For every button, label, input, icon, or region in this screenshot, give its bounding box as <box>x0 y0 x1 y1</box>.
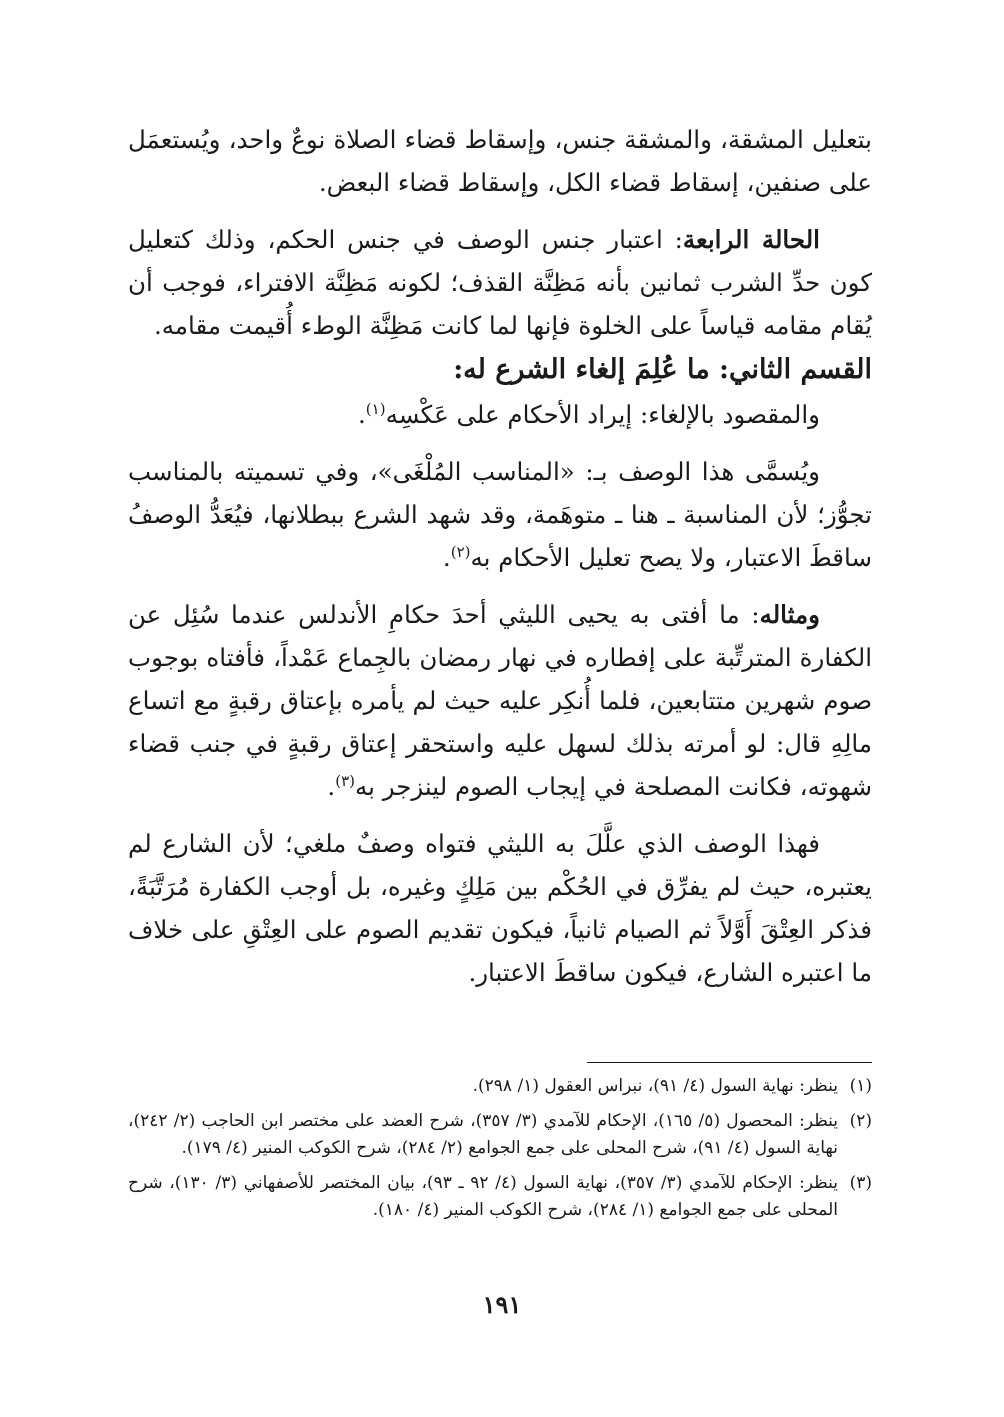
case-four-label: الحالة الرابعة <box>682 225 820 254</box>
footnote-separator <box>587 1062 872 1063</box>
footnote-text: ينظر: نهاية السول (٤/ ٩١)، نبراس العقول (١/ ٢٩٨). <box>472 1076 838 1096</box>
naming-text: ويُسمَّى هذا الوصف بـ: «المناسب المُلْغَى»، وفي تسميته بالمناسب تجوُّز؛ لأن المناسبة ـ هنا ـ متوهَمة، وقد شهد الشرع ببطلانها، فيُعَدُّ الوصفُ ساقطَ الاعتبار، ولا يصح تعليل الأحكام به <box>128 457 872 572</box>
definition-text: والمقصود بالإلغاء: إيراد الأحكام على عَكْسِه <box>385 400 820 429</box>
paragraph-definition <box>128 393 872 436</box>
paragraph-example <box>128 593 872 808</box>
page-body <box>128 118 872 994</box>
footnote-number: (١) <box>849 1076 872 1096</box>
example-text: : ما أفتى به يحيى الليثي أحدَ حكامِ الأندلس عندما سُئِل عن الكفارة المترتِّبة على إفطاره في نهار رمضان بالجِماع عَمْداً، فأفتاه بوجوب صوم شهرين متتابعين، فلما أُنكِر عليه حيث لم يأمره بإعتاق رقبةٍ مع اتساع مالِهِ قال: لو أمرته بذلك لسهل عليه واستحقر إعتاق رقبةٍ في جنب قضاء شهوته، فكانت المصلحة في إيجاب الصوم لينزجر به <box>128 600 872 801</box>
footnote-ref-3[interactable]: (٣) <box>335 771 355 790</box>
footnote-1 <box>128 1073 872 1100</box>
example-end: . <box>327 772 336 801</box>
case-four-text: : اعتبار جنس الوصف في جنس الحكم، وذلك كتعليل كون حدِّ الشرب ثمانين بأنه مَظِنَّة القذف؛ لكونه مَظِنَّة الافتراء، فوجب أن يُقام مقامه قياساً على الخلوة فإنها لما كانت مَظِنَّة الوطء أُقيمت مقامه. <box>128 225 872 340</box>
footnote-ref-1[interactable]: (١) <box>365 399 386 418</box>
definition-end: . <box>357 400 366 429</box>
paragraph-case-four <box>128 218 872 347</box>
paragraph-continuation: بتعليل المشقة، والمشقة جنس، وإسقاط قضاء الصلاة نوعٌ واحد، ويُستعمَل على صنفين، إسقاط قضاء الكل، وإسقاط قضاء البعض. <box>128 125 872 197</box>
example-label: ومثاله <box>759 600 820 629</box>
paragraph-conclusion: فهذا الوصف الذي علَّلَ به الليثي فتواه وصفٌ ملغي؛ لأن الشارع لم يعتبره، حيث لم يفرِّق في الحُكْم بين مَلِكٍ وغيره، بل أوجب الكفارة مُرَتَّبَةً، فذكر العِتْقَ أَوَّلاً ثم الصيام ثانياً، فيكون تقديم الصوم على العِتْقِ على خلاف ما اعتبره الشارع، فيكون ساقطَ الاعتبار. <box>128 829 872 987</box>
page-number: ١٩١ <box>482 1290 522 1319</box>
footnote-text: ينظر: الإحكام للآمدي (٣/ ٣٥٧)، نهاية السول (٤/ ٩٢ ـ ٩٣)، بيان المختصر للأصفهاني (٣/ ١٣٠)، شرح المحلى على جمع الجوامع (١/ ٢٨٤)، شرح الكوكب المنير (٤/ ١٨٠). <box>128 1173 838 1220</box>
footnote-number: (٢) <box>849 1111 872 1131</box>
footnote-3 <box>128 1170 872 1224</box>
footnotes <box>128 1062 872 1232</box>
footnote-ref-2[interactable]: (٢) <box>450 542 471 561</box>
footnote-number: (٣) <box>849 1173 872 1193</box>
footnote-2 <box>128 1108 872 1162</box>
footnote-text: ينظر: المحصول (٥/ ١٦٥)، الإحكام للآمدي (٣/ ٣٥٧)، شرح العضد على مختصر ابن الحاجب (٢/ ٢٤٢)، نهاية السول (٤/ ٩١)، شرح المحلى على جمع الجوامع (٢/ ٢٨٤)، شرح الكوكب المنير (٤/ ١٧٩). <box>128 1111 839 1158</box>
naming-end: . <box>442 543 451 572</box>
section-heading: القسم الثاني: ما عُلِمَ إلغاء الشرع له: <box>453 354 872 385</box>
paragraph-naming <box>128 450 872 579</box>
